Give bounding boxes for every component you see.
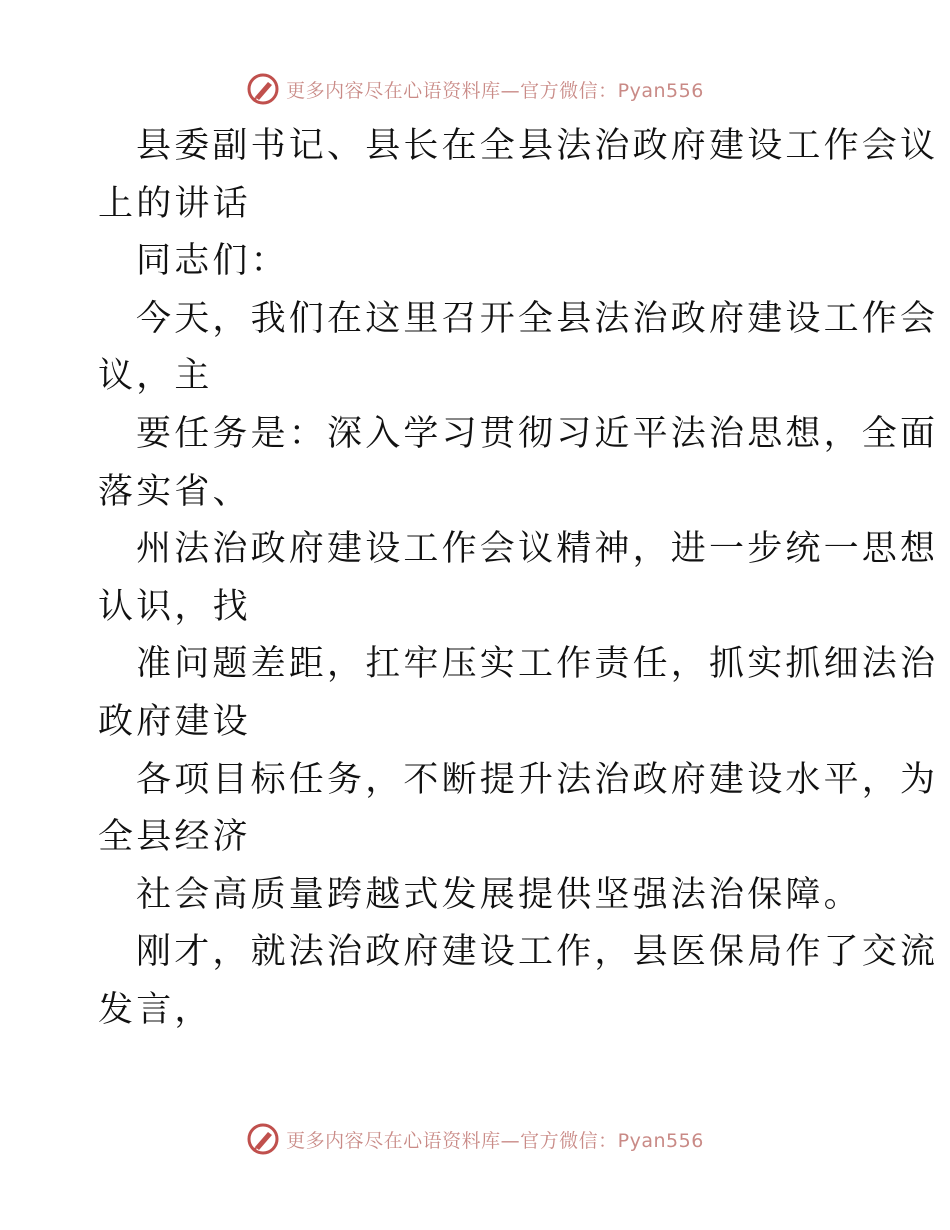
paragraph-line: 要任务是：深入学习贯彻习近平法治思想，全面: [136, 413, 939, 454]
footer-watermark: [0, 1122, 950, 1156]
paragraph-line: 政府建设: [98, 701, 251, 742]
header-watermark: [0, 72, 950, 106]
paragraph-line: 刚才，就法治政府建设工作，县医保局作了交流: [136, 932, 939, 973]
paragraph-line: 认识，找: [98, 586, 251, 627]
paragraph-line: 发言，: [98, 989, 213, 1030]
title-line-1: 县委副书记、县长在全县法治政府建设工作会议: [136, 126, 939, 166]
watermark-text: 更多内容尽在心语资料库—官方微信：Pyan556: [286, 1129, 704, 1152]
paragraph-line: 落实省、: [98, 471, 251, 512]
paragraph-line: 议，主: [98, 356, 213, 397]
paragraph-line: 各项目标任务，不断提升法治政府建设水平，为: [136, 759, 939, 800]
title-line-2: 上的讲话: [98, 183, 251, 224]
document-body: [98, 118, 939, 1040]
paragraph-line: 州法治政府建设工作会议精神，进一步统一思想: [136, 529, 939, 570]
paragraph-line: 准问题差距，扛牢压实工作责任，抓实抓细法治: [136, 644, 939, 685]
paragraph-line: 全县经济: [98, 817, 251, 858]
salutation: 同志们：: [136, 241, 289, 282]
watermark-text: 更多内容尽在心语资料库—官方微信：Pyan556: [286, 79, 704, 102]
paragraph-line: 社会高质量跨越式发展提供坚强法治保障。: [136, 874, 862, 915]
logo-pen-icon: [246, 1122, 280, 1156]
paragraph-line: 今天，我们在这里召开全县法治政府建设工作会: [136, 298, 939, 339]
logo-pen-icon: [246, 72, 280, 106]
